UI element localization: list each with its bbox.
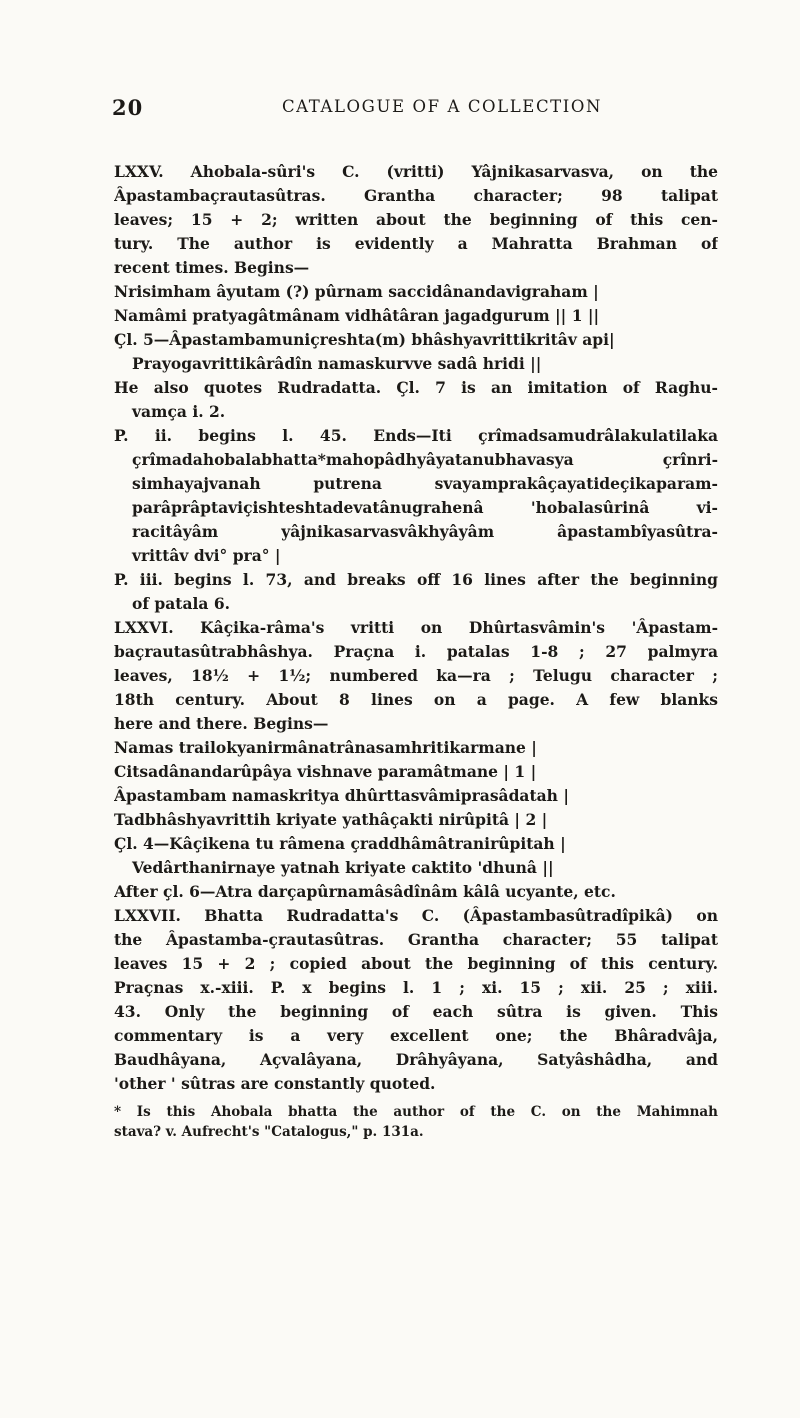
- footnote: [114, 1102, 718, 1142]
- text-line: LXXV. Ahobala-sûri's C. (vritti) Yâjnikasarvasva, on the: [114, 162, 718, 181]
- text-line: vrittâv dvi° pra° |: [132, 546, 281, 565]
- text-line: He also quotes Rudradatta. Çl. 7 is an imitation of Raghu-: [114, 378, 718, 397]
- page-number: 20: [112, 95, 144, 120]
- text-line: Âpastambaçrautasûtras. Grantha character; 98 talipat: [114, 186, 718, 205]
- verse-line: Prayogavrittikârâdîn namaskurvve sadâ hridi ||: [132, 354, 542, 373]
- text-line: Baudhâyana, Açvalâyana, Drâhyâyana, Satyâshâdha, and: [114, 1050, 718, 1069]
- text-line: recent times. Begins—: [114, 258, 310, 277]
- verse-line: Vedârthanirnaye yatnah kriyate caktito 'dhunâ ||: [132, 858, 554, 877]
- text-line: LXXVI. Kâçika-râma's vritti on Dhûrtasvâmin's 'Âpastam-: [114, 618, 718, 637]
- verse-line: Citsadânandarûpâya vishnave paramâtmane | 1 |: [114, 762, 537, 781]
- text-line: leaves; 15 + 2; written about the beginning of this cen-: [114, 210, 718, 229]
- verse-line: Tadbhâshyavrittih kriyate yathâçakti nirûpitâ | 2 |: [114, 810, 548, 829]
- text-line: çrîmadahobalabhatta*mahopâdhyâyatanubhavasya çrînri-: [132, 450, 718, 469]
- page-header: [112, 95, 712, 125]
- verse-line: Namas trailokyanirmânatrânasamhritikarmane |: [114, 738, 537, 757]
- text-line: vamça i. 2.: [132, 402, 226, 421]
- text-line: leaves, 18½ + 1½; numbered ka—ra ; Telugu character ;: [114, 666, 718, 685]
- footnote-line: stava? v. Aufrecht's "Catalogus," p. 131a.: [114, 1124, 424, 1140]
- text-line: 18th century. About 8 lines on a page. A few blanks: [114, 690, 718, 709]
- text-line: LXXVII. Bhatta Rudradatta's C. (Âpastambasûtradîpikâ) on: [114, 906, 718, 925]
- text-line: simhayajvanah putrena svayamprakâçayatideçikaparam-: [132, 474, 718, 493]
- text-line: P. iii. begins l. 73, and breaks off 16 lines after the beginning: [114, 570, 718, 589]
- verse-line: Namâmi pratyagâtmânam vidhâtâran jagadgurum || 1 ||: [114, 306, 600, 325]
- text-line: After çl. 6—Atra darçapûrnamâsâdînâm kâlâ ucyante, etc.: [114, 882, 616, 901]
- text-line: leaves 15 + 2 ; copied about the beginning of this century.: [114, 954, 718, 973]
- text-line: Praçnas x.-xiii. P. x begins l. 1 ; xi. 15 ; xii. 25 ; xiii.: [114, 978, 718, 997]
- text-line: 'other ' sûtras are constantly quoted.: [114, 1074, 436, 1093]
- text-line: commentary is a very excellent one; the Bhâradvâja,: [114, 1026, 718, 1045]
- text-line: parâprâptaviçishteshtadevatânugrahenâ 'hobalasûrinâ vi-: [132, 498, 718, 517]
- verse-line: Çl. 4—Kâçikena tu râmena çraddhâmâtranirûpitah |: [114, 834, 566, 853]
- verse-line: Nrisimham âyutam (?) pûrnam saccidânandavigraham |: [114, 282, 599, 301]
- catalogue-text: [114, 160, 718, 1142]
- text-line: P. ii. begins l. 45. Ends—Iti çrîmadsamudrâlakulatilaka: [114, 426, 718, 445]
- text-line: of patala 6.: [132, 594, 230, 613]
- text-line: tury. The author is evidently a Mahratta Brahman of: [114, 234, 718, 253]
- verse-line: Âpastambam namaskritya dhûrttasvâmiprasâdatah |: [114, 786, 569, 805]
- text-line: racitâyâm yâjnikasarvasvâkhyâyâm âpastambîyasûtra-: [132, 522, 718, 541]
- text-line: 43. Only the beginning of each sûtra is given. This: [114, 1002, 718, 1021]
- footnote-line: * Is this Ahobala bhatta the author of the C. on the Mahimnah: [114, 1104, 718, 1120]
- text-line: baçrautasûtrabhâshya. Praçna i. patalas 1-8 ; 27 palmyra: [114, 642, 718, 661]
- verse-line: Çl. 5—Âpastambamuniçreshta(m) bhâshyavrittikritâv api|: [114, 330, 615, 349]
- running-head: CATALOGUE OF A COLLECTION: [281, 97, 603, 116]
- text-line: here and there. Begins—: [114, 714, 329, 733]
- text-line: the Âpastamba-çrautasûtras. Grantha character; 55 talipat: [114, 930, 718, 949]
